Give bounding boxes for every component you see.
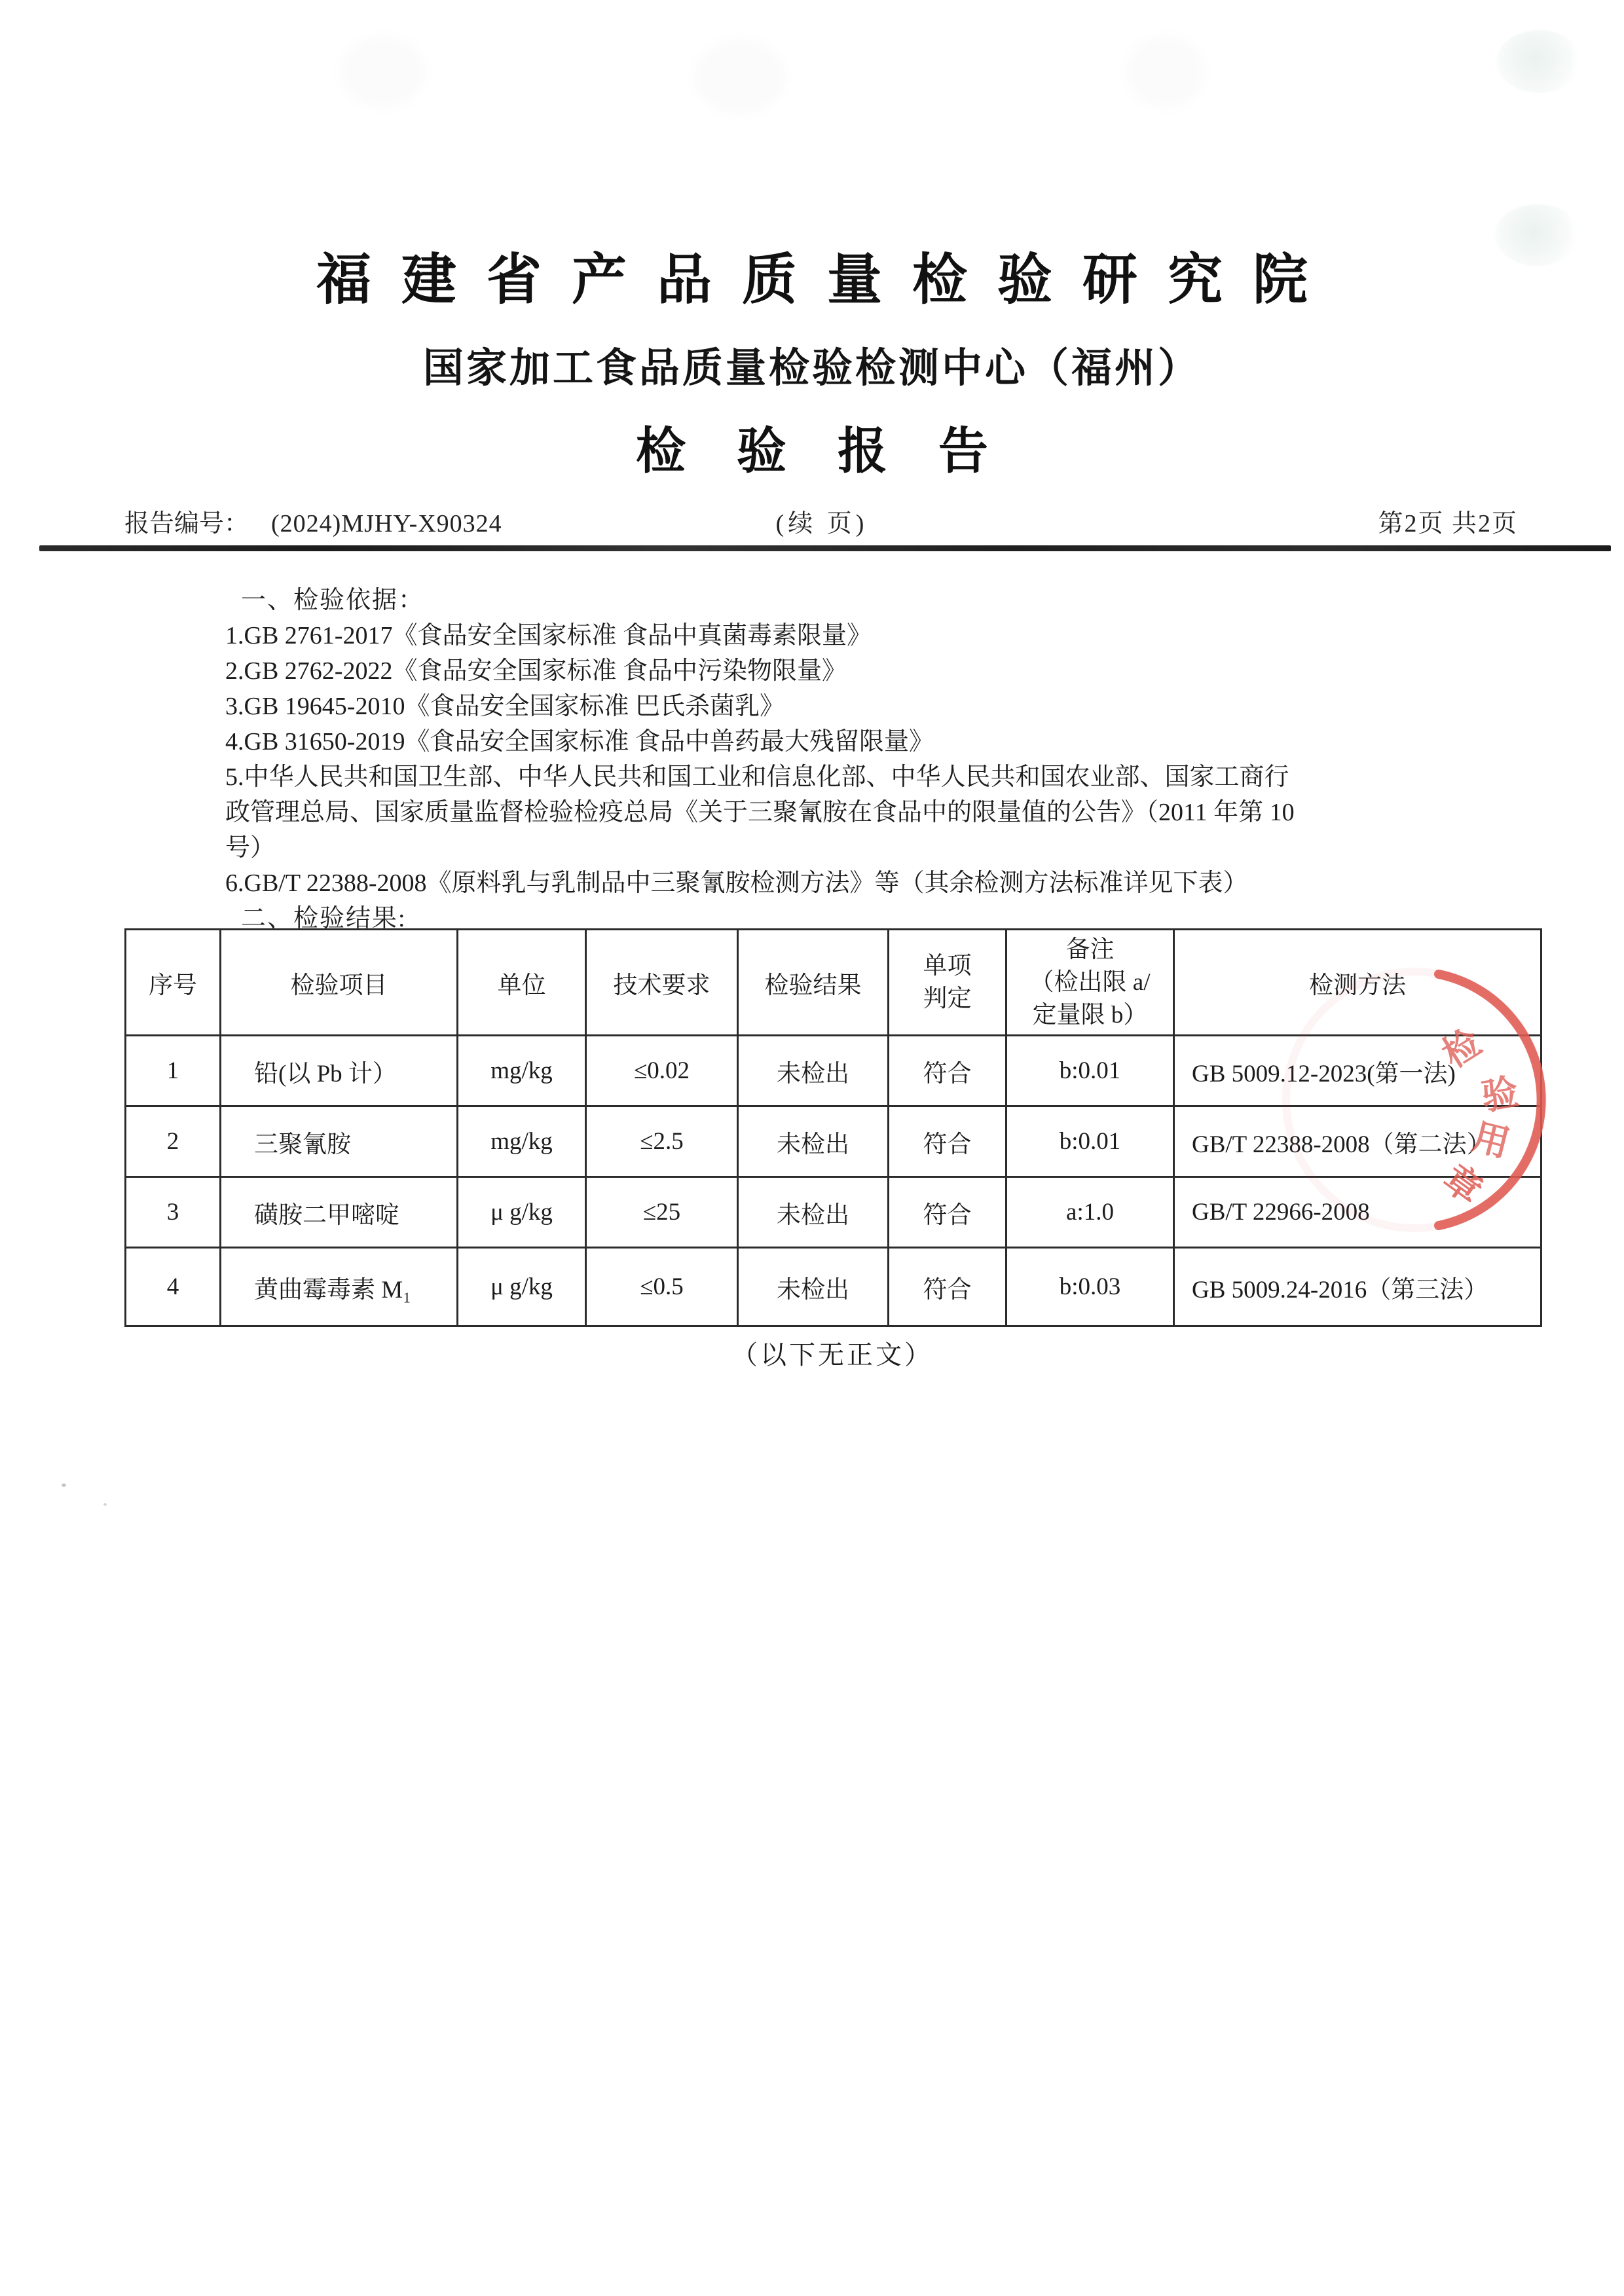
- cell-result: 未检出: [738, 1036, 889, 1106]
- basis-line: 5.中华人民共和国卫生部、中华人民共和国工业和信息化部、中华人民共和国农业部、国家工商行: [225, 763, 1289, 791]
- cell-remark: b:0.01: [1006, 1036, 1174, 1106]
- cell-remark: b:0.01: [1006, 1106, 1174, 1177]
- cell-requirement: ≤0.5: [586, 1248, 738, 1326]
- cell-result: 未检出: [738, 1177, 889, 1248]
- basis-line: 2.GB 2762-2022《食品安全国家标准 食品中污染物限量》: [225, 657, 847, 685]
- cell-item: 黄曲霉毒素 M₁: [221, 1248, 458, 1326]
- seal-character: 验: [1478, 1072, 1522, 1119]
- cell-item: 三聚氰胺: [221, 1106, 458, 1177]
- cell-judgment: 符合: [889, 1036, 1006, 1106]
- report-number-group: [124, 503, 502, 539]
- report-number-value: (2024)MJHY-X90324: [271, 510, 502, 538]
- bleedthrough-mark: [1126, 36, 1205, 108]
- cell-judgment: 符合: [889, 1248, 1006, 1326]
- basis-line: 1.GB 2761-2017《食品安全国家标准 食品中真菌毒素限量》: [225, 622, 872, 649]
- col-header-remark: 备注 （检出限 a/ 定量限 b）: [1006, 930, 1174, 1036]
- cell-method: GB 5009.12-2023(第一法): [1174, 1036, 1541, 1106]
- table-row: [126, 1106, 1541, 1177]
- table-row: [126, 1248, 1541, 1326]
- cell-result: 未检出: [738, 1106, 889, 1177]
- scan-speck: [103, 1503, 107, 1506]
- scan-speck: [62, 1484, 66, 1487]
- bleedthrough-mark: [694, 39, 786, 115]
- col-header-item: 检验项目: [221, 930, 458, 1036]
- table-row: [126, 1177, 1541, 1248]
- cell-seq: 4: [126, 1248, 221, 1326]
- cell-judgment: 符合: [889, 1106, 1006, 1177]
- cell-seq: 3: [126, 1177, 221, 1248]
- basis-heading: 一、检验依据：: [241, 587, 425, 614]
- cell-remark: a:1.0: [1006, 1177, 1174, 1248]
- cell-requirement: ≤25: [586, 1177, 738, 1248]
- bleedthrough-mark: [341, 36, 426, 108]
- cell-method: GB/T 22966-2008: [1174, 1177, 1541, 1248]
- cell-method: GB/T 22388-2008（第二法）: [1174, 1106, 1541, 1177]
- cell-result: 未检出: [738, 1248, 889, 1326]
- table-row: [126, 1036, 1541, 1106]
- col-header-requirement: 技术要求: [586, 930, 738, 1036]
- seal-character: 用: [1468, 1116, 1514, 1165]
- col-header-unit: 单位: [458, 930, 586, 1036]
- basis-line: 号）: [225, 834, 276, 862]
- col-header-method: 检测方法: [1174, 930, 1541, 1036]
- col-header-result: 检验结果: [738, 930, 889, 1036]
- basis-line: 4.GB 31650-2019《食品安全国家标准 食品中兽药最大残留限量》: [225, 728, 934, 756]
- results-heading: 二、检验结果:: [241, 905, 407, 932]
- cell-unit: μ g/kg: [458, 1177, 586, 1248]
- cell-item: 磺胺二甲嘧啶: [221, 1177, 458, 1248]
- faint-seal-watermark: [1496, 30, 1583, 93]
- cell-remark: b:0.03: [1006, 1248, 1174, 1326]
- inspection-basis-section: [0, 583, 1624, 936]
- report-title: 检验报告: [636, 424, 1039, 479]
- col-header-seq: 序号: [126, 930, 221, 1036]
- seal-character: 检: [1435, 1022, 1488, 1076]
- institute-title: 福建省产品质量检验研究院: [316, 250, 1338, 311]
- continuation-note: (续 页): [775, 510, 868, 538]
- page-indicator: 第2页 共2页: [1378, 510, 1518, 538]
- cell-seq: 2: [126, 1106, 221, 1177]
- no-more-text-note: （以下无正文）: [731, 1340, 933, 1370]
- seal-character: 章: [1435, 1157, 1489, 1212]
- basis-line: 3.GB 19645-2010《食品安全国家标准 巴氏杀菌乳》: [225, 693, 784, 720]
- cell-unit: μ g/kg: [458, 1248, 586, 1326]
- cell-item: 铅(以 Pb 计）: [221, 1036, 458, 1106]
- cell-unit: mg/kg: [458, 1106, 586, 1177]
- cell-method: GB 5009.24-2016（第三法）: [1174, 1248, 1541, 1326]
- header-divider-rule: [39, 545, 1611, 551]
- cell-requirement: ≤0.02: [586, 1036, 738, 1106]
- meta-row: [124, 503, 1519, 536]
- table-header-row: [126, 930, 1541, 1036]
- cell-seq: 1: [126, 1036, 221, 1106]
- report-number-label: 报告编号：: [124, 510, 249, 538]
- center-subtitle: 国家加工食品质量检验检测中心（福州）: [422, 346, 1201, 391]
- results-table: [124, 928, 1542, 1327]
- cell-requirement: ≤2.5: [586, 1106, 738, 1177]
- basis-line: 政管理总局、国家质量监督检验检疫总局《关于三聚氰胺在食品中的限量值的公告》（2011 年第 10: [225, 799, 1295, 826]
- cell-unit: mg/kg: [458, 1036, 586, 1106]
- basis-line: 6.GB/T 22388-2008《原料乳与乳制品中三聚氰胺检测方法》等（其余检测方法标准详见下表）: [225, 869, 1248, 897]
- cell-judgment: 符合: [889, 1177, 1006, 1248]
- col-header-judgment: 单项 判定: [889, 930, 1006, 1036]
